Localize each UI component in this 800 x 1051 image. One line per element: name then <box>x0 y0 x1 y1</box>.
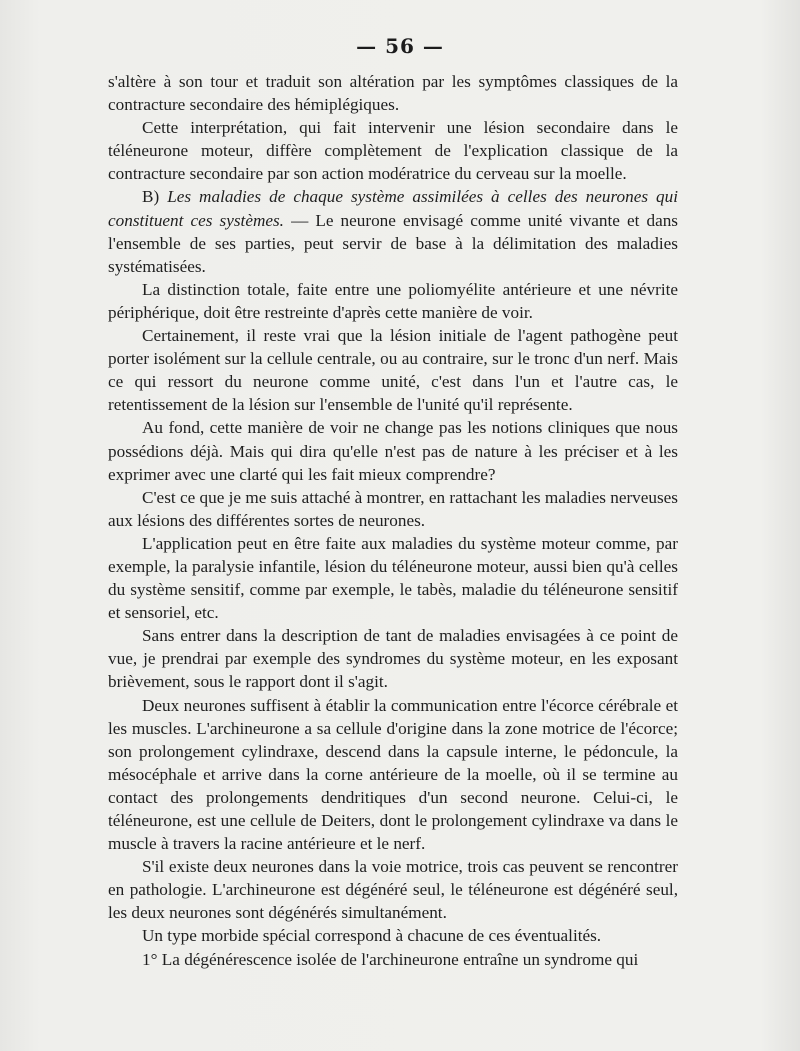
paragraph-5: Certainement, il reste vrai que la lésion initiale de l'agent pathogène peut porter isolément sur la cellule centrale, ou au contraire, sur le tronc d'un nerf. Mais ce qui ressort du neurone comme unité, c'est dans l'un et l'autre cas, le retentissement de la lésion sur l'ensemble de l'unité qu'il représente. <box>108 326 678 415</box>
paragraph-2: Cette interprétation, qui fait intervenir une lésion secondaire dans le téléneurone moteur, diffère complètement de l'explication classique de la contracture secondaire par son action modératrice du cerveau sur la moelle. <box>108 118 678 184</box>
section-b-heading: Les maladies de chaque système assimilées à celles des neurones qui constituent ces systèmes. <box>108 187 678 230</box>
paragraph-3-section-b <box>108 185 678 277</box>
page-number: — 56 — <box>356 34 444 58</box>
paragraph-1: s'altère à son tour et traduit son altération par les symptômes classiques de la contracture secondaire des hémiplégiques. <box>108 72 678 115</box>
paragraph-7: C'est ce que je me suis attaché à montrer, en rattachant les maladies nerveuses aux lésions des différentes sortes de neurones. <box>108 487 678 530</box>
paragraph-4: La distinction totale, faite entre une poliomyélite antérieure et une névrite périphérique, doit être restreinte d'après cette manière de voir. <box>108 279 678 322</box>
paragraph-12: Un type morbide spécial correspond à chacune de ces éventualités. <box>142 926 602 946</box>
section-b-text: — Le neurone envisagé comme unité vivante et dans l'ensemble de ses parties, peut servir de base à la délimitation des maladies systématisées. <box>108 210 678 276</box>
paragraph-8: L'application peut en être faite aux maladies du système moteur comme, par exemple, la paralysie infantile, lésion du téléneurone moteur, aussi bien qu'à celles du système sensitif, comme par exemple, le tabès, maladie du téléneurone sensitif et sensoriel, etc. <box>108 533 678 623</box>
section-b-prefix: B) <box>142 187 168 207</box>
paragraph-6: Au fond, cette manière de voir ne change pas les notions cliniques que nous possédions déjà. Mais qui dira qu'elle n'est pas de nature à les préciser et à les exprimer avec une clarté qui les fait mieux comprendre? <box>108 418 678 484</box>
paragraph-10: Deux neurones suffisent à établir la communication entre l'écorce cérébrale et les muscles. L'archineurone a sa cellule d'origine dans la zone motrice de l'écorce; son prolongement cylindraxe, descend dans la capsule interne, le pédoncule, la mésocéphale et arrive dans la corne antérieure de la moelle, où il se termine au contact des prolongements dendritiques d'un second neurone. Celui-ci, le téléneurone, est une cellule de Deiters, dont le prolongement cylindraxe va dans le muscle à travers la racine antérieure et le nerf. <box>108 695 678 854</box>
paragraph-11: S'il existe deux neurones dans la voie motrice, trois cas peuvent se rencontrer en pathologie. L'archineurone est dégénéré seul, le téléneurone est dégénéré seul, les deux neurones sont dégénérés simultanément. <box>108 857 678 923</box>
body-text <box>108 70 678 971</box>
paragraph-13: 1° La dégénérescence isolée de l'archineurone entraîne un syndrome qui <box>142 949 639 969</box>
paragraph-9: Sans entrer dans la description de tant de maladies envisagées à ce point de vue, je prendrai par exemple des syndromes du système moteur, en les exposant brièvement, sous le rapport dont il s'agit. <box>108 626 678 692</box>
